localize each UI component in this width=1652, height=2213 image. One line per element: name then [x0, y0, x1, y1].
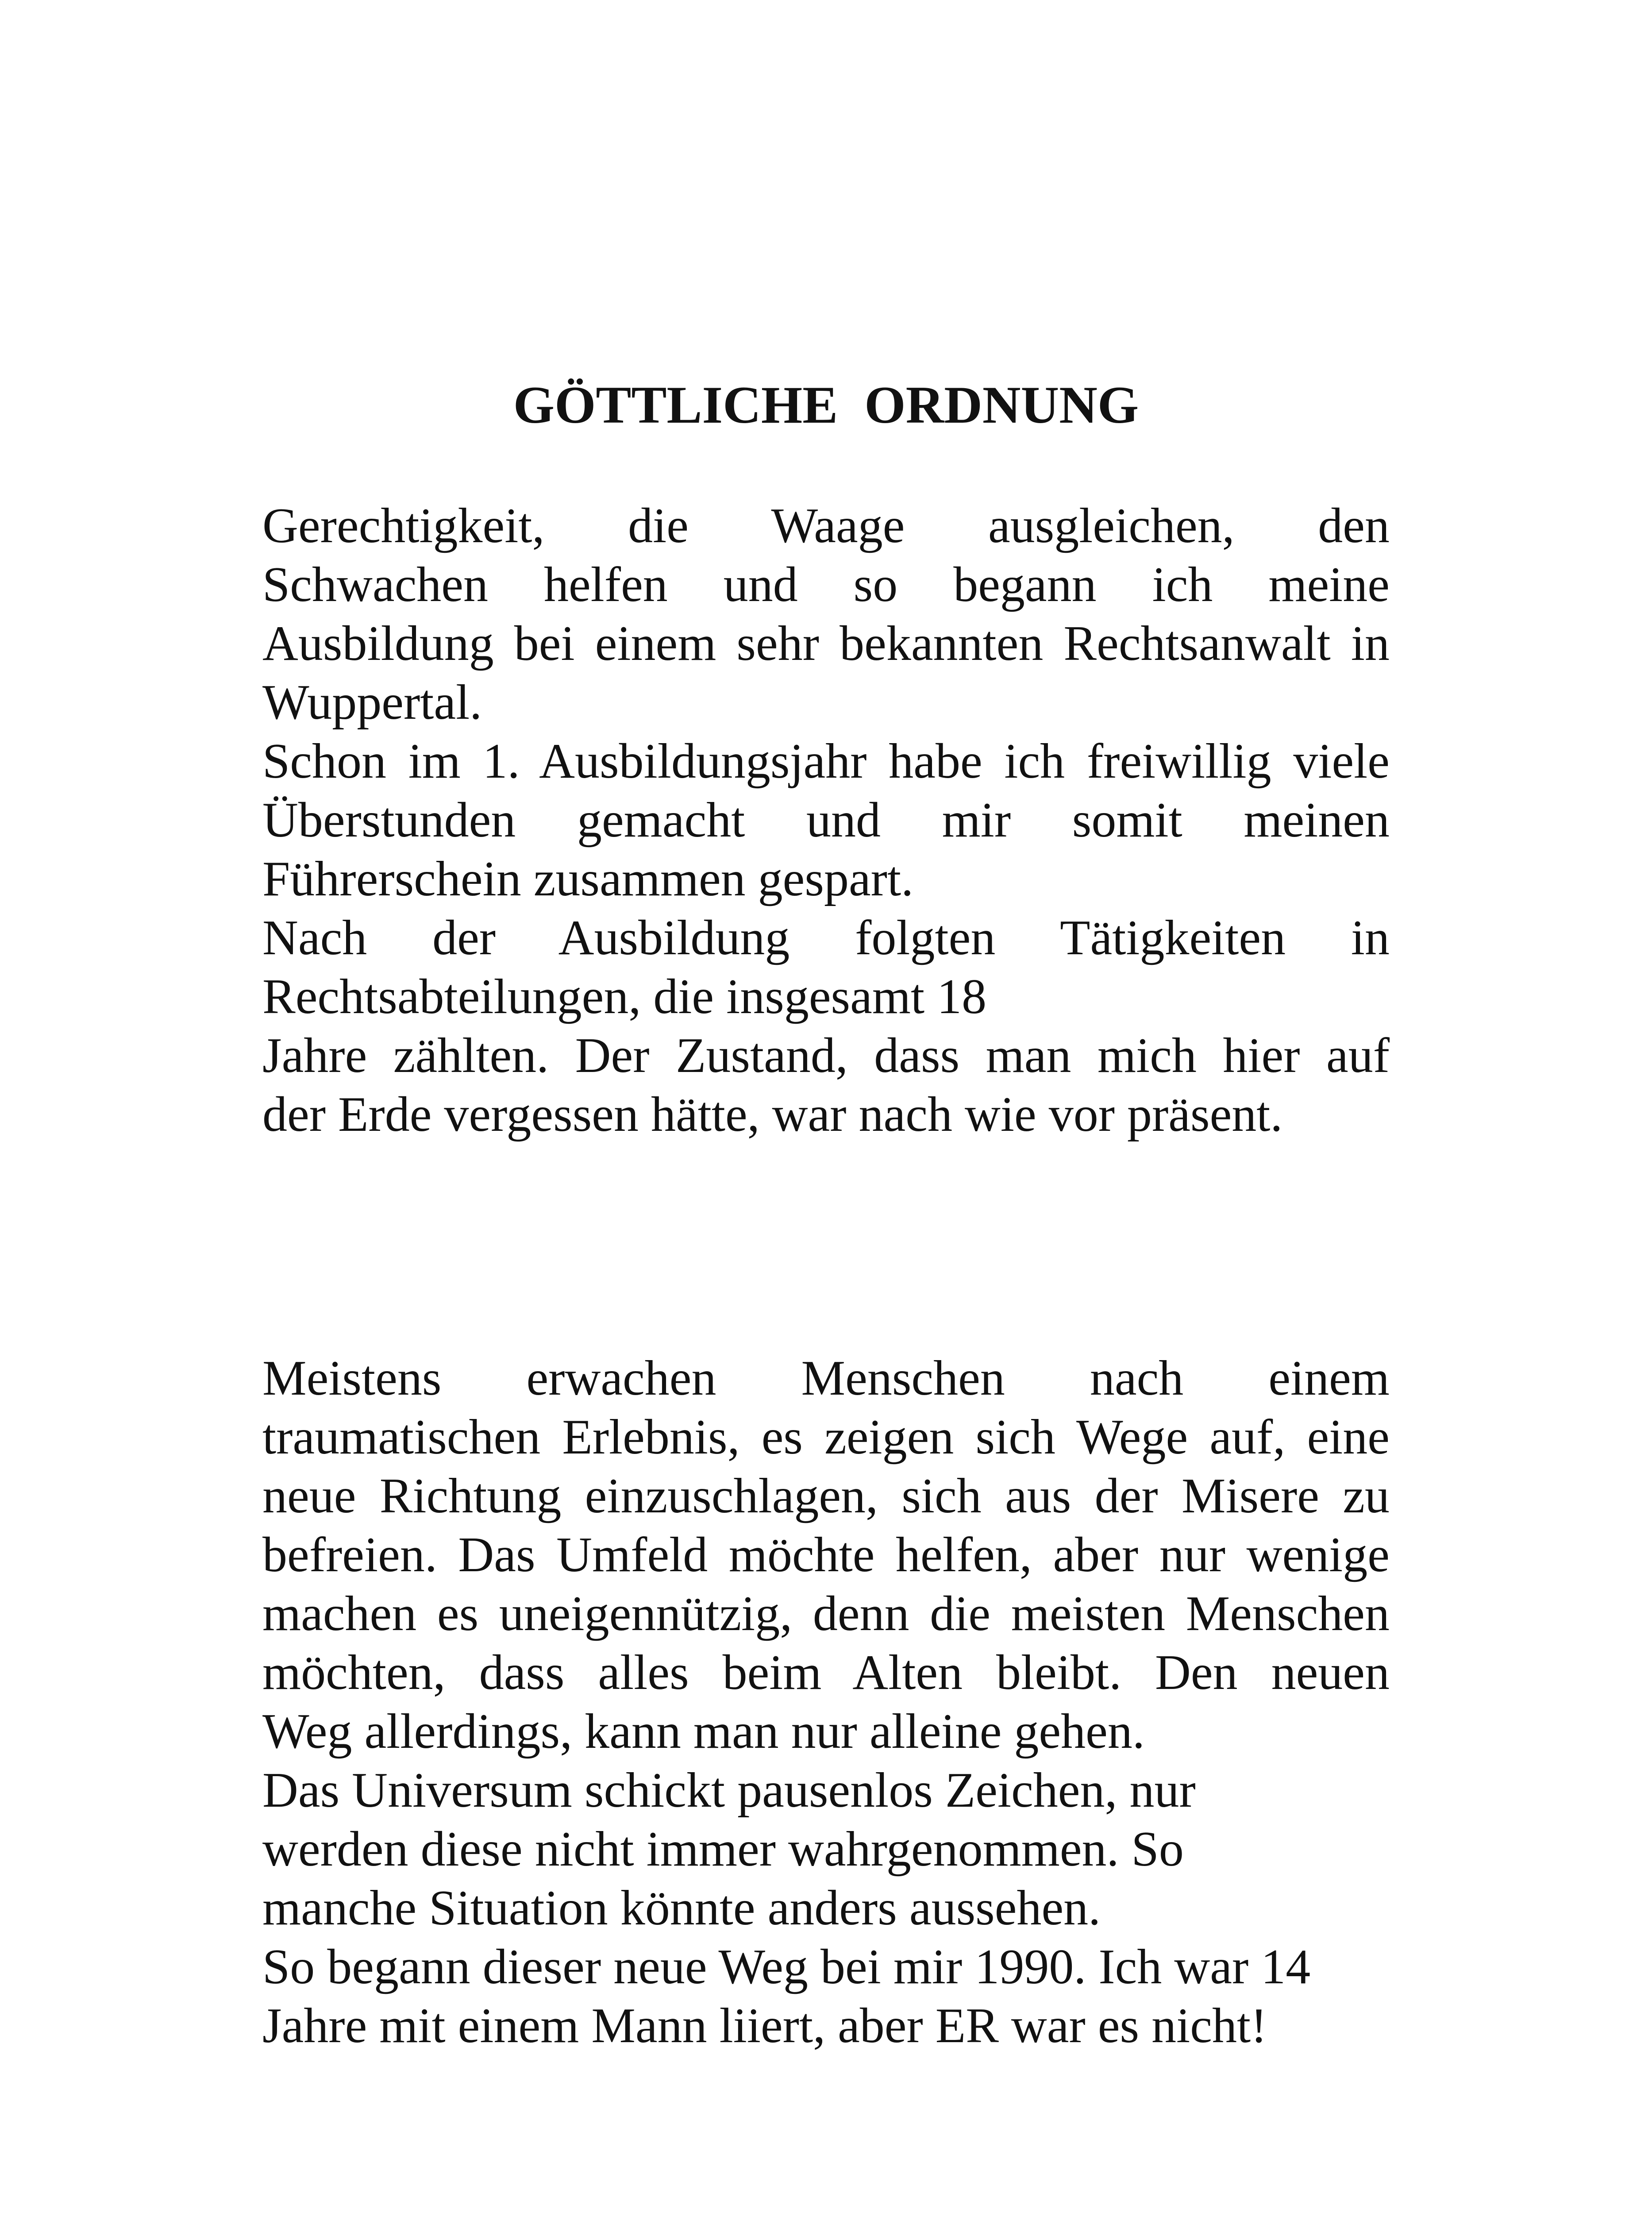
text-line: der Erde vergessen hätte, war nach wie vor präsent. [262, 1087, 1283, 1142]
text-line: Rechtsabteilungen, die insgesamt 18 [262, 969, 987, 1024]
text-line: neue Richtung einzuschlagen, sich aus der Misere zu [262, 1469, 1390, 1523]
text-line: Wuppertal. [262, 675, 482, 730]
text-line: machen es uneigennützig, denn die meisten Menschen [262, 1586, 1390, 1641]
text-line: Nach der Ausbildung folgten Tätigkeiten in [262, 910, 1390, 965]
text-line: Das Universum schickt pausenlos Zeichen, nur [262, 1763, 1196, 1818]
page-title: GÖTTLICHE ORDNUNG [513, 375, 1139, 434]
text-line: manche Situation könnte anders aussehen. [262, 1881, 1101, 1935]
text-line: Führerschein zusammen gespart. [262, 852, 914, 906]
paragraph-awakening [262, 1349, 1390, 2055]
text-line: Weg allerdings, kann man nur alleine gehen. [262, 1704, 1145, 1759]
text-line: befreien. Das Umfeld möchte helfen, aber nur wenige [262, 1527, 1390, 1582]
paragraph-training [262, 497, 1390, 1144]
text-line: So begann dieser neue Weg bei mir 1990. Ich war 14 [262, 1939, 1311, 1994]
text-line: werden diese nicht immer wahrgenommen. So [262, 1822, 1184, 1877]
text-line: Schon im 1. Ausbildungsjahr habe ich freiwillig viele [262, 734, 1390, 789]
text-line: möchten, dass alles beim Alten bleibt. Den neuen [262, 1645, 1390, 1700]
text-line: Ausbildung bei einem sehr bekannten Rechtsanwalt in [262, 616, 1390, 671]
text-line: Jahre zählten. Der Zustand, dass man mich hier auf [262, 1028, 1390, 1083]
text-line: traumatischen Erlebnis, es zeigen sich Wege auf, eine [262, 1410, 1390, 1465]
text-line: Meistens erwachen Menschen nach einem [262, 1351, 1390, 1406]
text-line: Jahre mit einem Mann liiert, aber ER war es nicht! [262, 1998, 1267, 2053]
text-line: Schwachen helfen und so begann ich meine [262, 557, 1390, 612]
text-line: Überstunden gemacht und mir somit meinen [262, 793, 1390, 848]
text-line: Gerechtigkeit, die Waage ausgleichen, den [262, 498, 1390, 553]
